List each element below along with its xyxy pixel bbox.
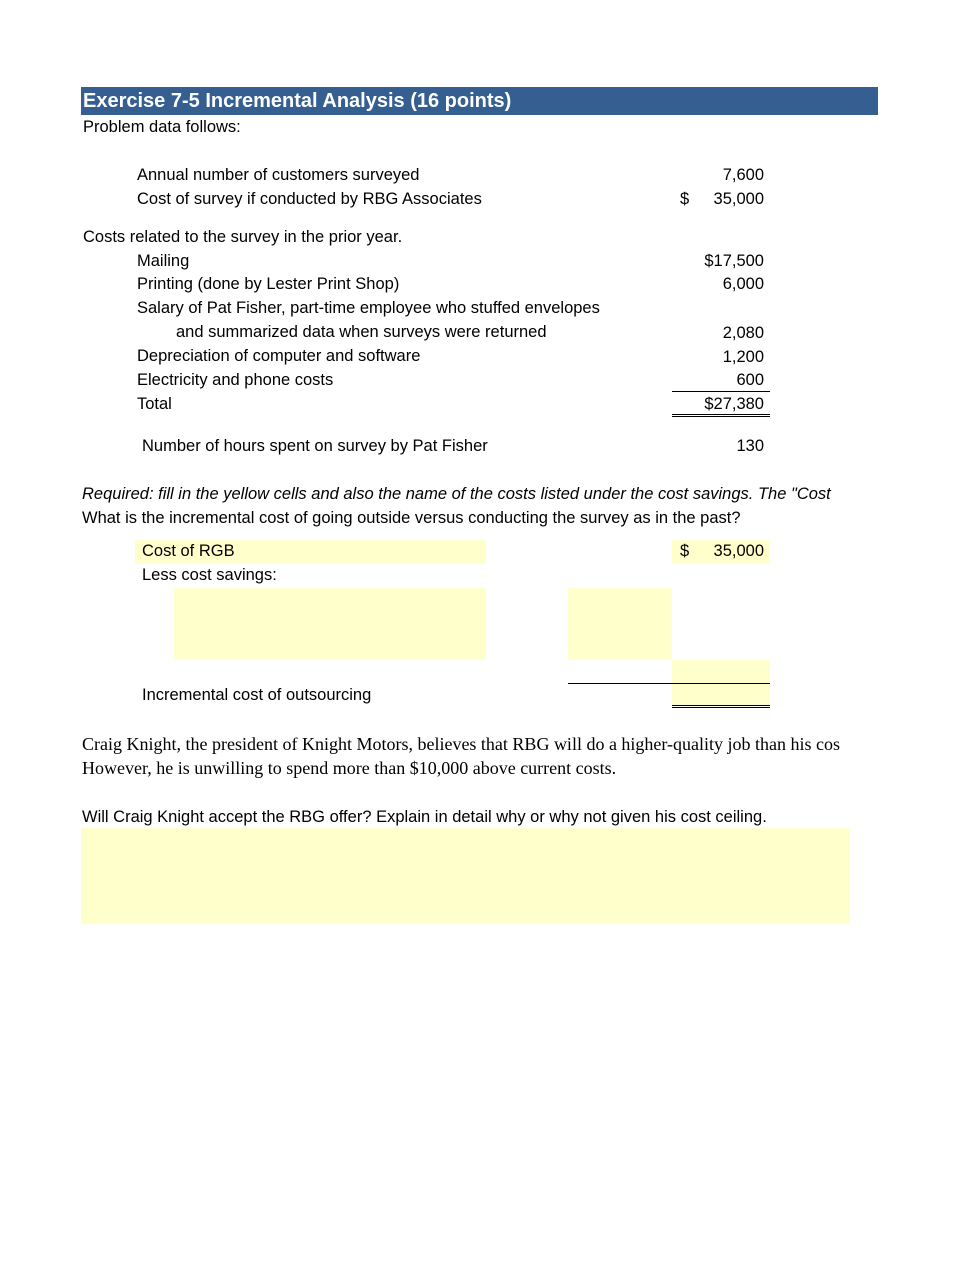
- cost-savings-names-input[interactable]: [174, 588, 486, 660]
- exercise-title: Exercise 7-5 Incremental Analysis (16 points): [81, 87, 878, 115]
- total-label: Total: [137, 395, 172, 413]
- cost-item-value: 2,080: [722, 324, 764, 342]
- cost-item-value: 600: [736, 371, 764, 389]
- rbg-cost-currency: $: [680, 190, 690, 208]
- total-double-rule: [672, 414, 770, 417]
- incremental-double-rule: [672, 705, 770, 708]
- rbg-cost-value: 35,000: [713, 190, 764, 208]
- customers-value: 7,600: [722, 166, 764, 184]
- cost-item-label: Depreciation of computer and software: [137, 347, 421, 365]
- cost-item-label: Electricity and phone costs: [137, 371, 334, 389]
- total-savings-input[interactable]: [672, 660, 770, 684]
- cost-of-rgb-label: Cost of RGB: [142, 542, 235, 560]
- cost-item-label: Printing (done by Lester Print Shop): [137, 275, 400, 293]
- incremental-cost-input[interactable]: [672, 684, 770, 706]
- question-accept-offer: Will Craig Knight accept the RBG offer? Explain in detail why or why not given his cost ceiling.: [82, 808, 767, 826]
- cost-item-value: 1,200: [722, 348, 764, 366]
- cost-item-value: $17,500: [704, 252, 764, 270]
- required-instructions: Required: fill in the yellow cells and also the name of the costs listed under the cost savings. The "Cost: [82, 485, 831, 503]
- cost-item-label: Salary of Pat Fisher, part-time employee who stuffed envelopes: [137, 299, 600, 317]
- hours-value: 130: [736, 437, 764, 455]
- cost-of-rgb-value: 35,000: [713, 542, 764, 560]
- rbg-cost-label: Cost of survey if conducted by RBG Associates: [137, 190, 482, 208]
- cost-item-value: 6,000: [722, 275, 764, 293]
- incremental-label: Incremental cost of outsourcing: [142, 686, 372, 704]
- cost-item-label: Mailing: [137, 252, 190, 270]
- question-incremental: What is the incremental cost of going outside versus conducting the survey as in the past?: [82, 509, 741, 527]
- subtotal-rule: [672, 391, 770, 392]
- narrative-line-2: However, he is unwilling to spend more than $10,000 above current costs.: [82, 758, 617, 778]
- cost-savings-amounts-input[interactable]: [568, 588, 672, 660]
- intro-text: Problem data follows:: [83, 118, 241, 136]
- narrative-line-1: Craig Knight, the president of Knight Motors, believes that RBG will do a higher-quality job than his cos: [82, 734, 841, 754]
- customers-label: Annual number of customers surveyed: [137, 166, 420, 184]
- answer-input[interactable]: [81, 828, 850, 924]
- less-savings-label: Less cost savings:: [142, 566, 277, 584]
- cost-of-rgb-currency: $: [680, 542, 690, 560]
- prior-costs-heading: Costs related to the survey in the prior year.: [83, 228, 403, 246]
- cost-item-label-continued: and summarized data when surveys were returned: [176, 323, 547, 341]
- hours-label: Number of hours spent on survey by Pat Fisher: [142, 437, 488, 455]
- total-value: $27,380: [704, 395, 764, 413]
